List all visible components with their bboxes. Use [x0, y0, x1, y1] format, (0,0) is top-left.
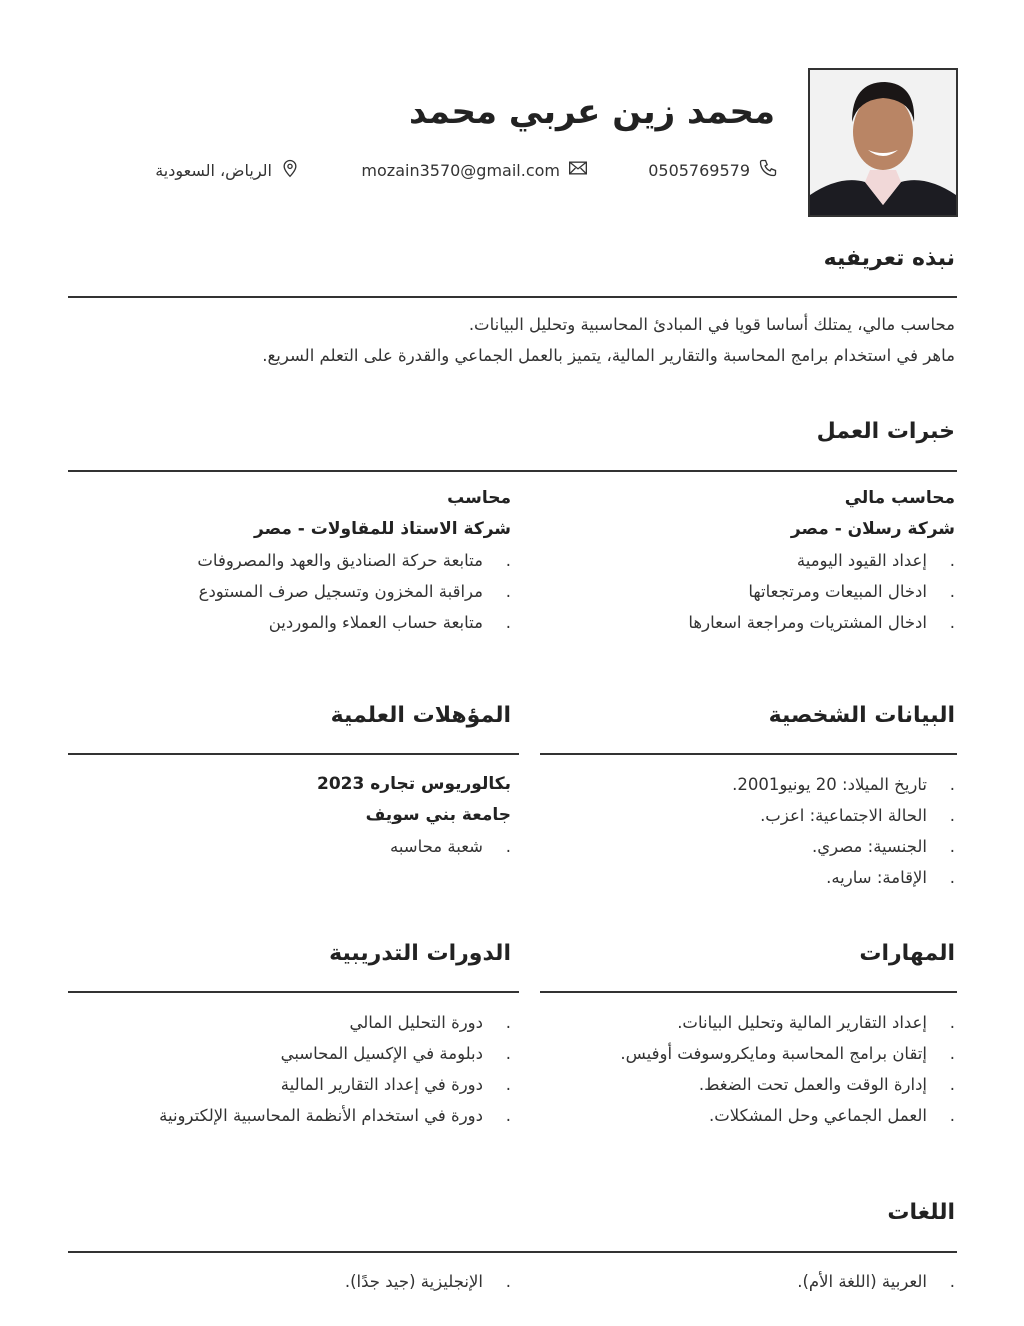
list-item: . إدارة الوقت والعمل تحت الضغط. — [698, 1075, 955, 1094]
location-text: الرياض، السعودية — [155, 160, 272, 180]
list-item: . العمل الجماعي وحل المشكلات. — [708, 1106, 955, 1125]
divider — [68, 991, 519, 993]
list-item: . دبلومة في الإكسيل المحاسبي — [280, 1044, 511, 1063]
list-item: . الإقامة: ساريه. — [826, 868, 955, 887]
list-item: . متابعة حساب العملاء والموردين — [268, 613, 511, 632]
contact-email — [361, 158, 588, 182]
phone-number: 0505769579 — [648, 160, 750, 180]
list-item: . الحالة الاجتماعية: اعزب. — [760, 806, 955, 825]
list-item: . ادخال المبيعات ومرتجعاتها — [748, 582, 955, 601]
courses-list — [159, 1007, 511, 1131]
job-role: محاسب مالي — [844, 488, 955, 508]
list-item: . متابعة حركة الصناديق والعهد والمصروفات — [197, 551, 511, 570]
degree: بكالوريوس تجاره 2023 — [317, 774, 511, 794]
section-title-skills: المهارات — [859, 941, 955, 966]
divider — [68, 753, 519, 755]
job-entry — [688, 483, 955, 638]
list-item: . تاريخ الميلاد: 20 يونيو2001. — [732, 775, 955, 794]
list-item: . العربية (اللغة الأم). — [797, 1272, 955, 1291]
section-title-summary: نبذه تعريفيه — [823, 246, 955, 271]
list-item: . إتقان برامج المحاسبة ومايكروسوفت أوفيس. — [620, 1044, 955, 1063]
divider — [540, 991, 957, 993]
divider — [68, 470, 957, 472]
contact-location — [155, 158, 300, 182]
list-item: . دورة في استخدام الأنظمة المحاسبية الإلكترونية — [159, 1106, 511, 1125]
list-item: . إعداد التقارير المالية وتحليل البيانات. — [677, 1013, 955, 1032]
section-title-personal: البيانات الشخصية — [768, 703, 955, 728]
language-item — [797, 1266, 955, 1297]
profile-photo — [808, 68, 958, 217]
list-item: . شعبة محاسبه — [389, 837, 511, 856]
list-item: . ادخال المشتريات ومراجعة اسعارها — [688, 613, 955, 632]
summary-line: محاسب مالي، يمتلك أساسا قويا في المبادئ المحاسبية وتحليل البيانات. — [468, 315, 955, 334]
section-title-experience: خبرات العمل — [816, 419, 955, 444]
summary-line: ماهر في استخدام برامج المحاسبة والتقارير المالية، يتميز بالعمل الجماعي والقدرة على التعلم السريع. — [262, 346, 955, 365]
divider — [540, 753, 957, 755]
education-entry — [317, 769, 511, 862]
envelope-icon — [568, 158, 588, 182]
divider — [68, 296, 957, 298]
list-item: . الإنجليزية (جيد جدًا). — [344, 1272, 511, 1291]
section-title-languages: اللغات — [887, 1200, 955, 1225]
list-item: . دورة في إعداد التقارير المالية — [280, 1075, 511, 1094]
email-address: mozain3570@gmail.com — [361, 160, 560, 180]
section-title-education: المؤهلات العلمية — [330, 703, 511, 728]
personal-list — [732, 769, 955, 893]
skills-list — [620, 1007, 955, 1131]
job-company: شركة رسلان - مصر — [790, 519, 955, 539]
list-item: . دورة التحليل المالي — [349, 1013, 511, 1032]
language-item — [345, 1266, 511, 1297]
list-item: . مراقبة المخزون وتسجيل صرف المستودع — [198, 582, 511, 601]
divider — [68, 1251, 957, 1253]
phone-icon — [758, 158, 778, 182]
job-entry — [197, 483, 511, 638]
university: جامعة بني سويف — [365, 805, 511, 825]
list-item: . الجنسية: مصري. — [811, 837, 955, 856]
job-role: محاسب — [447, 488, 511, 508]
contact-phone — [648, 158, 778, 182]
job-company: شركة الاستاذ للمقاولات - مصر — [254, 519, 511, 539]
candidate-name: محمد زين عربي محمد — [409, 92, 775, 132]
section-title-courses: الدورات التدريبية — [329, 941, 511, 966]
location-pin-icon — [280, 158, 300, 182]
list-item: . إعداد القيود اليومية — [796, 551, 955, 570]
